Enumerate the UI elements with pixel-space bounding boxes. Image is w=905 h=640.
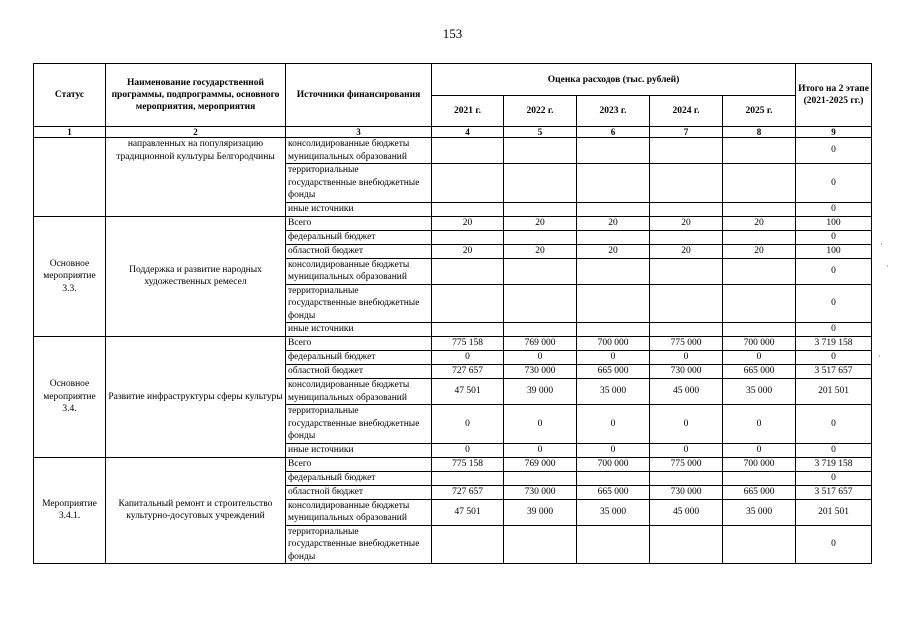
total-cell: 0 — [796, 202, 872, 216]
scan-mark: · — [878, 352, 881, 361]
value-cell — [650, 230, 723, 244]
source-cell: консолидированные бюджеты муниципальных образований — [286, 499, 432, 525]
header-sources: Источники финансирования — [286, 64, 432, 127]
value-cell — [650, 164, 723, 203]
value-cell — [650, 258, 723, 284]
value-cell: 35 000 — [723, 499, 796, 525]
value-cell: 0 — [577, 443, 650, 457]
source-cell: Всего — [286, 337, 432, 351]
value-cell: 730 000 — [504, 485, 577, 499]
value-cell — [504, 230, 577, 244]
total-cell: 0 — [796, 323, 872, 337]
total-cell: 3 517 657 — [796, 485, 872, 499]
value-cell — [650, 202, 723, 216]
source-cell: федеральный бюджет — [286, 230, 432, 244]
table-row — [34, 457, 872, 471]
index-cell: 6 — [577, 127, 650, 138]
header-row-top — [34, 64, 872, 96]
value-cell: 730 000 — [650, 485, 723, 499]
header-year: 2024 г. — [650, 96, 723, 127]
total-cell: 3 719 158 — [796, 337, 872, 351]
scan-mark: · — [880, 240, 883, 249]
value-cell: 665 000 — [577, 485, 650, 499]
value-cell: 730 000 — [650, 365, 723, 379]
value-cell — [577, 525, 650, 564]
value-cell — [577, 284, 650, 323]
value-cell — [723, 138, 796, 164]
source-cell: иные источники — [286, 323, 432, 337]
total-cell: 0 — [796, 351, 872, 365]
value-cell — [723, 525, 796, 564]
value-cell: 665 000 — [723, 485, 796, 499]
table-row — [34, 138, 872, 164]
value-cell: 775 000 — [650, 457, 723, 471]
value-cell: 39 000 — [504, 499, 577, 525]
value-cell: 775 000 — [650, 337, 723, 351]
value-cell — [723, 202, 796, 216]
value-cell: 0 — [723, 351, 796, 365]
source-cell: Всего — [286, 216, 432, 230]
name-cell: Развитие инфраструктуры сферы культуры — [106, 337, 286, 458]
value-cell: 20 — [577, 216, 650, 230]
value-cell — [432, 323, 504, 337]
total-cell: 0 — [796, 164, 872, 203]
value-cell: 35 000 — [577, 499, 650, 525]
value-cell: 700 000 — [723, 457, 796, 471]
value-cell — [577, 230, 650, 244]
value-cell: 20 — [432, 244, 504, 258]
total-cell: 0 — [796, 284, 872, 323]
value-cell: 45 000 — [650, 499, 723, 525]
header-year: 2025 г. — [723, 96, 796, 127]
value-cell: 665 000 — [723, 365, 796, 379]
value-cell: 665 000 — [577, 365, 650, 379]
source-cell: территориальные государственные внебюджетные фонды — [286, 405, 432, 444]
value-cell — [504, 284, 577, 323]
value-cell: 0 — [432, 405, 504, 444]
value-cell — [723, 230, 796, 244]
value-cell — [504, 525, 577, 564]
value-cell: 0 — [650, 443, 723, 457]
header-total: Итого на 2 этапе (2021-2025 гг.) — [796, 64, 872, 127]
value-cell: 20 — [504, 216, 577, 230]
total-cell: 0 — [796, 525, 872, 564]
total-cell: 0 — [796, 405, 872, 444]
table-body — [34, 138, 872, 564]
source-cell: территориальные государственные внебюджетные фонды — [286, 525, 432, 564]
index-row — [34, 127, 872, 138]
index-cell: 1 — [34, 127, 106, 138]
total-cell: 0 — [796, 230, 872, 244]
value-cell — [432, 258, 504, 284]
name-cell: Поддержка и развитие народных художественных ремесел — [106, 216, 286, 337]
value-cell: 700 000 — [577, 337, 650, 351]
table-row — [34, 216, 872, 230]
source-cell: консолидированные бюджеты муниципальных образований — [286, 379, 432, 405]
value-cell: 727 657 — [432, 365, 504, 379]
name-cell: Капитальный ремонт и строительство культурно-досуговых учреждений — [106, 457, 286, 564]
index-cell: 9 — [796, 127, 872, 138]
status-cell: Мероприятие 3.4.1. — [34, 457, 106, 564]
value-cell — [432, 471, 504, 485]
header-status: Статус — [34, 64, 106, 127]
source-cell: федеральный бюджет — [286, 351, 432, 365]
header-name: Наименование государственной программы, подпрограммы, основного мероприятия, мероприятия — [106, 64, 286, 127]
index-cell: 8 — [723, 127, 796, 138]
value-cell — [504, 323, 577, 337]
source-cell: иные источники — [286, 443, 432, 457]
total-cell: 201 501 — [796, 379, 872, 405]
value-cell — [577, 202, 650, 216]
total-cell: 100 — [796, 216, 872, 230]
value-cell — [577, 323, 650, 337]
page-number: 153 — [442, 26, 463, 41]
value-cell: 45 000 — [650, 379, 723, 405]
value-cell: 47 501 — [432, 499, 504, 525]
status-cell: Основное мероприятие 3.4. — [34, 337, 106, 458]
value-cell — [723, 323, 796, 337]
source-cell: территориальные государственные внебюджетные фонды — [286, 284, 432, 323]
total-cell: 100 — [796, 244, 872, 258]
value-cell — [650, 284, 723, 323]
total-cell: 3 719 158 — [796, 457, 872, 471]
index-cell: 3 — [286, 127, 432, 138]
value-cell: 0 — [504, 351, 577, 365]
value-cell — [723, 258, 796, 284]
source-cell: областной бюджет — [286, 485, 432, 499]
value-cell — [504, 202, 577, 216]
value-cell: 0 — [432, 443, 504, 457]
value-cell: 775 158 — [432, 337, 504, 351]
value-cell — [650, 525, 723, 564]
value-cell — [432, 202, 504, 216]
value-cell: 47 501 — [432, 379, 504, 405]
value-cell: 20 — [577, 244, 650, 258]
value-cell: 775 158 — [432, 457, 504, 471]
value-cell: 0 — [650, 351, 723, 365]
value-cell — [650, 471, 723, 485]
value-cell: 20 — [723, 216, 796, 230]
value-cell — [577, 138, 650, 164]
value-cell: 20 — [650, 244, 723, 258]
value-cell — [577, 164, 650, 203]
value-cell — [504, 164, 577, 203]
value-cell — [432, 230, 504, 244]
scan-mark: · — [886, 262, 889, 271]
source-cell: Всего — [286, 457, 432, 471]
value-cell — [432, 138, 504, 164]
name-cell: направленных на популяризацию традиционной культуры Белгородчины — [106, 138, 286, 217]
index-cell: 7 — [650, 127, 723, 138]
value-cell — [723, 284, 796, 323]
value-cell: 39 000 — [504, 379, 577, 405]
value-cell: 0 — [577, 351, 650, 365]
total-cell: 0 — [796, 443, 872, 457]
table-row — [34, 337, 872, 351]
value-cell: 20 — [504, 244, 577, 258]
total-cell: 0 — [796, 471, 872, 485]
source-cell: территориальные государственные внебюджетные фонды — [286, 164, 432, 203]
value-cell: 0 — [650, 405, 723, 444]
value-cell: 700 000 — [723, 337, 796, 351]
value-cell — [504, 471, 577, 485]
source-cell: консолидированные бюджеты муниципальных образований — [286, 138, 432, 164]
value-cell — [432, 525, 504, 564]
total-cell: 201 501 — [796, 499, 872, 525]
index-cell: 2 — [106, 127, 286, 138]
value-cell — [504, 258, 577, 284]
value-cell: 769 000 — [504, 457, 577, 471]
value-cell — [723, 164, 796, 203]
value-cell: 0 — [577, 405, 650, 444]
source-cell: федеральный бюджет — [286, 471, 432, 485]
value-cell — [504, 138, 577, 164]
value-cell — [577, 258, 650, 284]
value-cell: 0 — [432, 351, 504, 365]
value-cell: 35 000 — [577, 379, 650, 405]
value-cell: 727 657 — [432, 485, 504, 499]
total-cell: 0 — [796, 138, 872, 164]
source-cell: областной бюджет — [286, 365, 432, 379]
value-cell: 0 — [504, 443, 577, 457]
value-cell: 20 — [432, 216, 504, 230]
header-year: 2022 г. — [504, 96, 577, 127]
total-cell: 0 — [796, 258, 872, 284]
value-cell — [432, 284, 504, 323]
value-cell — [650, 323, 723, 337]
value-cell: 0 — [504, 405, 577, 444]
value-cell: 0 — [723, 405, 796, 444]
total-cell: 3 517 657 — [796, 365, 872, 379]
value-cell — [650, 138, 723, 164]
status-cell — [34, 138, 106, 217]
value-cell — [577, 471, 650, 485]
budget-table — [33, 63, 872, 564]
value-cell: 730 000 — [504, 365, 577, 379]
value-cell — [723, 471, 796, 485]
source-cell: консолидированные бюджеты муниципальных образований — [286, 258, 432, 284]
header-year: 2021 г. — [432, 96, 504, 127]
value-cell — [432, 164, 504, 203]
value-cell: 35 000 — [723, 379, 796, 405]
source-cell: областной бюджет — [286, 244, 432, 258]
value-cell: 20 — [650, 216, 723, 230]
value-cell: 0 — [723, 443, 796, 457]
source-cell: иные источники — [286, 202, 432, 216]
index-cell: 5 — [504, 127, 577, 138]
header-estimate: Оценка расходов (тыс. рублей) — [432, 64, 796, 96]
value-cell: 700 000 — [577, 457, 650, 471]
value-cell: 769 000 — [504, 337, 577, 351]
value-cell: 20 — [723, 244, 796, 258]
header-year: 2023 г. — [577, 96, 650, 127]
status-cell: Основное мероприятие 3.3. — [34, 216, 106, 337]
index-cell: 4 — [432, 127, 504, 138]
